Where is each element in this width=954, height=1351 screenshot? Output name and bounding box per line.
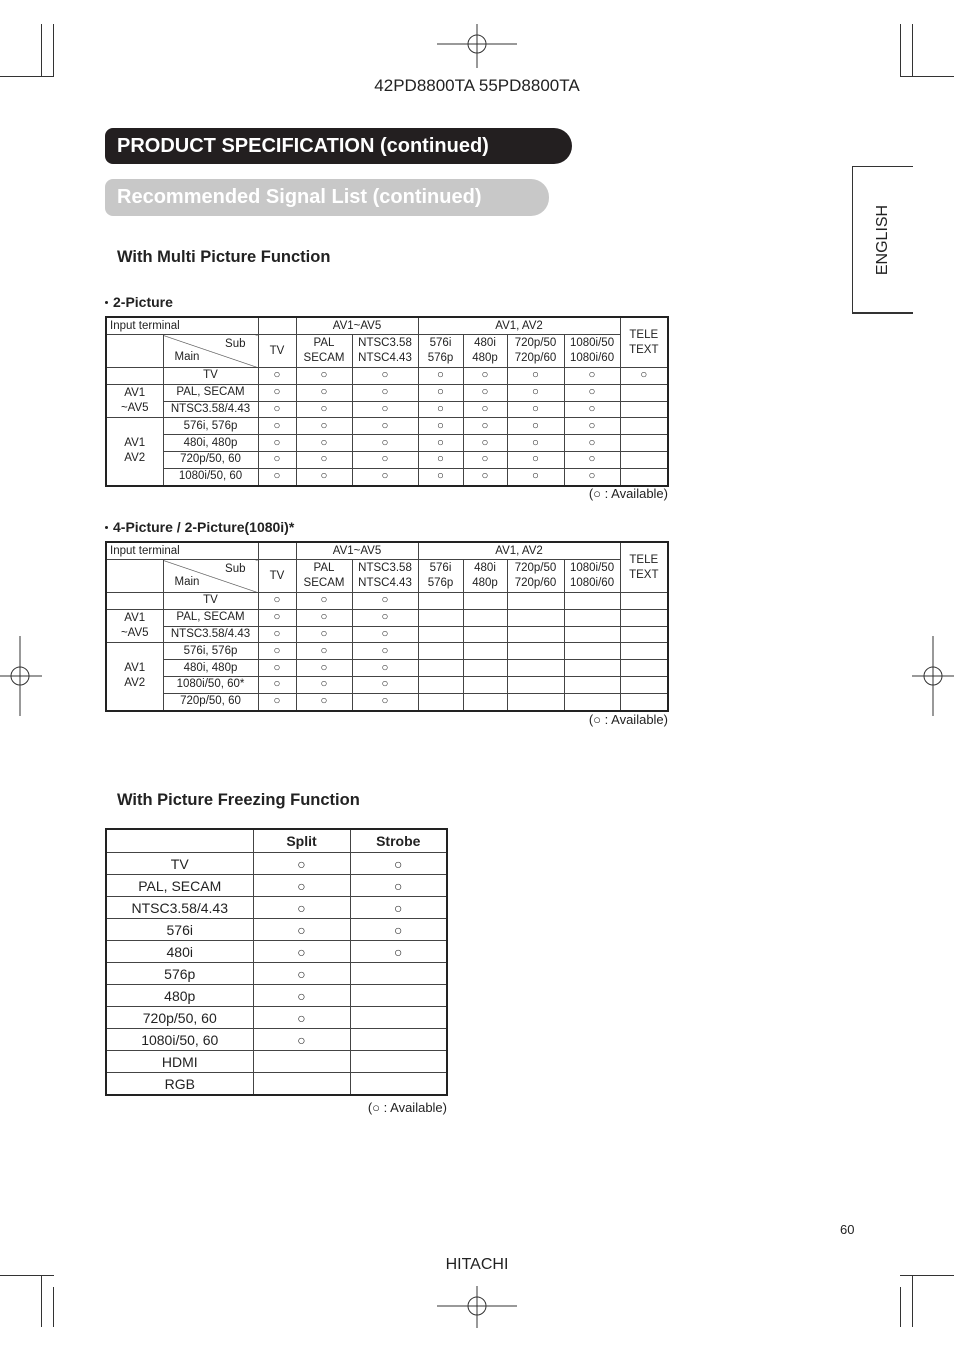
- page-number: 60: [840, 1222, 855, 1237]
- blank-corner: [106, 560, 163, 593]
- split-header: Split: [253, 829, 350, 853]
- section-banner-secondary: Recommended Signal List (continued): [105, 179, 549, 216]
- four-picture-title: 4-Picture / 2-Picture(1080i)*: [113, 519, 295, 535]
- sub-main-diagonal: Sub Main: [163, 560, 258, 593]
- registration-target-bottom: [437, 1286, 517, 1328]
- table-row: TV ○ ○ ○: [106, 593, 668, 610]
- table-row: 480p ○: [106, 985, 447, 1007]
- 1080i-header: 1080i/50 1080i/60: [564, 335, 620, 368]
- ntsc-header: NTSC3.58 NTSC4.43: [352, 560, 418, 593]
- two-picture-subheading: [105, 294, 173, 310]
- table-row: 720p/50, 60 ○: [106, 1007, 447, 1029]
- registration-target-top: [437, 24, 517, 68]
- tv-header: TV: [258, 335, 296, 368]
- table-row: 720p/50, 60 ○ ○ ○ ○ ○ ○ ○: [106, 451, 668, 468]
- table-row: 1080i/50, 60 ○ ○ ○ ○ ○ ○ ○: [106, 468, 668, 485]
- tv-header: TV: [258, 560, 296, 593]
- table-header-row: [106, 829, 447, 853]
- available-note-freeze: (○ : Available): [367, 1100, 447, 1115]
- bullet-icon: [105, 301, 108, 304]
- available-note-4pic: (○ : Available): [588, 712, 668, 727]
- language-tab-label: ENGLISH: [874, 204, 891, 275]
- table-row: 480i, 480p ○ ○ ○: [106, 660, 668, 677]
- table-row: 480i, 480p ○ ○ ○ ○ ○ ○ ○: [106, 435, 668, 452]
- table-row: TV ○ ○: [106, 853, 447, 875]
- table-row: AV1 ~AV5 PAL, SECAM ○ ○ ○: [106, 609, 668, 626]
- 576-header: 576i 576p: [418, 560, 463, 593]
- two-picture-table: [105, 316, 669, 487]
- language-tab: [852, 166, 913, 314]
- bullet-icon: [105, 526, 108, 529]
- group-label-av1-av5: AV1 ~AV5: [106, 609, 163, 643]
- table-row: 1080i/50, 60* ○ ○ ○: [106, 676, 668, 693]
- sub-main-diagonal: Sub Main: [163, 335, 258, 368]
- multi-picture-heading: With Multi Picture Function: [117, 248, 331, 266]
- av1-av2-header: AV1, AV2: [418, 542, 620, 560]
- four-picture-table: [105, 541, 669, 712]
- picture-freezing-heading: With Picture Freezing Function: [117, 791, 360, 809]
- table-row: 1080i/50, 60 ○: [106, 1029, 447, 1051]
- table-row: TV ○ ○ ○ ○ ○ ○ ○ ○: [106, 368, 668, 385]
- input-terminal-header: Input terminal: [106, 317, 258, 335]
- input-terminal-header: Input terminal: [106, 542, 258, 560]
- strobe-header: Strobe: [350, 829, 447, 853]
- table-row: 576p ○: [106, 963, 447, 985]
- group-label-av1-av2: AV1 AV2: [106, 643, 163, 711]
- blank-header: [258, 542, 296, 560]
- group-label-av1-av5: AV1 ~AV5: [106, 384, 163, 418]
- registration-target-left: [0, 636, 42, 716]
- blank-header: [258, 317, 296, 335]
- table-row: NTSC3.58/4.43 ○ ○ ○: [106, 626, 668, 643]
- table-row: NTSC3.58/4.43 ○ ○ ○ ○ ○ ○ ○: [106, 401, 668, 418]
- four-picture-subheading: [105, 519, 294, 535]
- table-row: NTSC3.58/4.43 ○ ○: [106, 897, 447, 919]
- brand-footer: HITACHI: [445, 1256, 509, 1273]
- two-picture-title: 2-Picture: [113, 294, 173, 310]
- model-header: 42PD8800TA 55PD8800TA: [374, 76, 580, 95]
- table-row: PAL, SECAM ○ ○: [106, 875, 447, 897]
- group-label-av1-av2: AV1 AV2: [106, 418, 163, 486]
- 720p-header: 720p/50 720p/60: [507, 560, 564, 593]
- 720p-header: 720p/50 720p/60: [507, 335, 564, 368]
- pal-secam-header: PAL SECAM: [296, 560, 352, 593]
- freeze-table: [105, 828, 448, 1096]
- pal-secam-header: PAL SECAM: [296, 335, 352, 368]
- table-row: 480i ○ ○: [106, 941, 447, 963]
- registration-target-right: [912, 636, 954, 716]
- table-row: AV1 AV2 576i, 576p ○ ○ ○: [106, 643, 668, 660]
- 1080i-header: 1080i/50 1080i/60: [564, 560, 620, 593]
- blank-corner: [106, 335, 163, 368]
- teletext-header: TELE TEXT: [620, 317, 668, 368]
- table-row: RGB: [106, 1073, 447, 1096]
- table-row: 576i ○ ○: [106, 919, 447, 941]
- 480-header: 480i 480p: [463, 560, 507, 593]
- 480-header: 480i 480p: [463, 335, 507, 368]
- av1-av5-header: AV1~AV5: [296, 317, 418, 335]
- table-row: HDMI: [106, 1051, 447, 1073]
- available-note-2pic: (○ : Available): [588, 486, 668, 501]
- teletext-header: TELE TEXT: [620, 542, 668, 593]
- table-row: AV1 AV2 576i, 576p ○ ○ ○ ○ ○ ○ ○: [106, 418, 668, 435]
- 576-header: 576i 576p: [418, 335, 463, 368]
- ntsc-header: NTSC3.58 NTSC4.43: [352, 335, 418, 368]
- table-row: AV1 ~AV5 PAL, SECAM ○ ○ ○ ○ ○ ○ ○: [106, 384, 668, 401]
- table-row: 720p/50, 60 ○ ○ ○: [106, 693, 668, 710]
- av1-av2-header: AV1, AV2: [418, 317, 620, 335]
- section-banner-primary: PRODUCT SPECIFICATION (continued): [105, 128, 572, 164]
- av1-av5-header: AV1~AV5: [296, 542, 418, 560]
